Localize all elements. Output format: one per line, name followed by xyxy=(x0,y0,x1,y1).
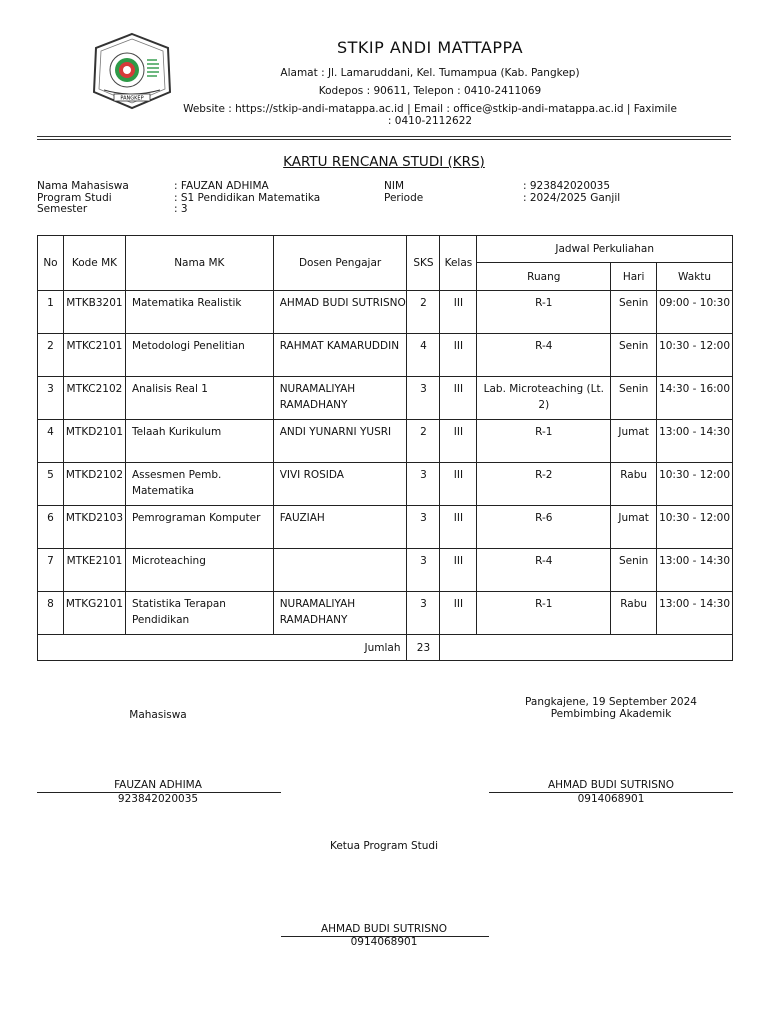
cell-time: 10:30 - 12:00 xyxy=(657,334,733,377)
address-line: Alamat : Jl. Lamaruddani, Kel. Tumampua (Kab. Pangkep) xyxy=(280,67,580,79)
cell-course: Assesmen Pemb. Matematika xyxy=(125,463,273,506)
cell-code: MTKG2101 xyxy=(63,592,125,635)
cell-no: 6 xyxy=(38,506,64,549)
table-row xyxy=(38,592,733,635)
header-divider-double xyxy=(37,139,731,140)
cell-time: 10:30 - 12:00 xyxy=(657,506,733,549)
cell-course: Telaah Kurikulum xyxy=(125,420,273,463)
cell-code: MTKD2102 xyxy=(63,463,125,506)
cell-room: R-4 xyxy=(477,334,611,377)
cell-code: MTKB3201 xyxy=(63,291,125,334)
cell-room: R-6 xyxy=(477,506,611,549)
name-value: : FAUZAN ADHIMA xyxy=(174,180,269,192)
total-sks: 23 xyxy=(407,635,440,661)
cell-sks: 2 xyxy=(407,420,440,463)
cell-time: 13:00 - 14:30 xyxy=(657,549,733,592)
cell-lecturer: AHMAD BUDI SUTRISNO xyxy=(273,291,407,334)
student-name: FAUZAN ADHIMA xyxy=(114,779,202,791)
document-title: KARTU RENCANA STUDI (KRS) xyxy=(283,154,485,170)
info-values-right xyxy=(523,181,620,204)
cell-sks: 2 xyxy=(407,291,440,334)
cell-sks: 3 xyxy=(407,463,440,506)
program-label: Program Studi xyxy=(37,191,112,204)
table-row xyxy=(38,549,733,592)
cell-code: MTKD2101 xyxy=(63,420,125,463)
cell-course: Pemrograman Komputer xyxy=(125,506,273,549)
cell-no: 8 xyxy=(38,592,64,635)
krs-table-body xyxy=(38,291,733,661)
advisor-name: AHMAD BUDI SUTRISNO xyxy=(547,779,675,791)
table-row xyxy=(38,377,733,420)
cell-course: Statistika Terapan Pendidikan xyxy=(125,592,273,635)
cell-day: Senin xyxy=(611,334,657,377)
place-date: Pangkajene, 19 September 2024 xyxy=(525,696,697,708)
cell-code: MTKD2103 xyxy=(63,506,125,549)
col-header-sks: SKS xyxy=(407,236,440,291)
cell-no: 5 xyxy=(38,463,64,506)
info-labels-left xyxy=(37,181,129,216)
total-row xyxy=(38,635,733,661)
cell-lecturer xyxy=(273,549,407,592)
table-row xyxy=(38,506,733,549)
header-divider xyxy=(37,136,731,137)
cell-course: Metodologi Penelitian xyxy=(125,334,273,377)
col-header-no: No xyxy=(38,236,64,291)
table-row xyxy=(38,420,733,463)
head-name: AHMAD BUDI SUTRISNO xyxy=(320,923,448,935)
cell-lecturer: VIVI ROSIDA xyxy=(273,463,407,506)
cell-lecturer: NURAMALIYAH RAMADHANY xyxy=(273,592,407,635)
cell-class: III xyxy=(440,420,477,463)
cell-no: 1 xyxy=(38,291,64,334)
cell-time: 10:30 - 12:00 xyxy=(657,463,733,506)
cell-room: R-1 xyxy=(477,420,611,463)
cell-code: MTKC2102 xyxy=(63,377,125,420)
cell-no: 4 xyxy=(38,420,64,463)
cell-code: MTKC2101 xyxy=(63,334,125,377)
head-id: 0914068901 xyxy=(350,936,418,948)
table-row xyxy=(38,463,733,506)
cell-code: MTKE2101 xyxy=(63,549,125,592)
student-role: Mahasiswa xyxy=(129,709,187,721)
cell-no: 2 xyxy=(38,334,64,377)
table-row xyxy=(38,291,733,334)
info-values-left xyxy=(174,181,320,216)
col-header-room: Ruang xyxy=(477,263,611,291)
col-header-class: Kelas xyxy=(440,236,477,291)
cell-day: Rabu xyxy=(611,592,657,635)
cell-time: 14:30 - 16:00 xyxy=(657,377,733,420)
cell-room: R-2 xyxy=(477,463,611,506)
cell-sks: 3 xyxy=(407,592,440,635)
cell-lecturer: RAHMAT KAMARUDDIN xyxy=(273,334,407,377)
col-header-time: Waktu xyxy=(657,263,733,291)
student-id: 923842020035 xyxy=(117,793,199,805)
advisor-id: 0914068901 xyxy=(577,793,645,805)
cell-class: III xyxy=(440,334,477,377)
cell-room: R-4 xyxy=(477,549,611,592)
postal-phone-line: Kodepos : 90611, Telepon : 0410-2411069 xyxy=(318,85,542,97)
institution-name: STKIP ANDI MATTAPPA xyxy=(336,38,524,57)
cell-class: III xyxy=(440,549,477,592)
advisor-role: Pembimbing Akademik xyxy=(550,708,672,720)
semester-value: : 3 xyxy=(174,203,188,215)
semester-label: Semester xyxy=(37,203,88,215)
cell-day: Senin xyxy=(611,291,657,334)
cell-lecturer: FAUZIAH xyxy=(273,506,407,549)
krs-table xyxy=(37,235,733,661)
cell-class: III xyxy=(440,463,477,506)
cell-sks: 3 xyxy=(407,377,440,420)
cell-room: R-1 xyxy=(477,291,611,334)
info-labels-right xyxy=(384,181,423,204)
website-email-fax-line: Website : https://stkip-andi-matappa.ac.id | Email : office@stkip-andi-matappa.ac.id | Faximile : 0410-2112622 xyxy=(183,103,677,127)
nim-label: NIM xyxy=(384,180,405,192)
col-header-schedule: Jadwal Perkuliahan xyxy=(477,236,733,263)
cell-sks: 4 xyxy=(407,334,440,377)
total-label: Jumlah xyxy=(38,635,407,661)
col-header-lecturer: Dosen Pengajar xyxy=(273,236,407,291)
name-label: Nama Mahasiswa xyxy=(37,180,129,192)
cell-no: 7 xyxy=(38,549,64,592)
nim-value: : 923842020035 xyxy=(523,180,611,192)
col-header-code: Kode MK xyxy=(63,236,125,291)
col-header-course: Nama MK xyxy=(125,236,273,291)
institution-logo xyxy=(90,32,174,110)
total-empty-cell xyxy=(440,635,733,661)
letterhead xyxy=(180,38,680,127)
cell-day: Senin xyxy=(611,549,657,592)
advisor-block-heading xyxy=(490,696,732,720)
cell-day: Jumat xyxy=(611,506,657,549)
cell-time: 09:00 - 10:30 xyxy=(657,291,733,334)
head-role: Ketua Program Studi xyxy=(329,840,439,852)
table-row xyxy=(38,334,733,377)
cell-day: Jumat xyxy=(611,420,657,463)
cell-class: III xyxy=(440,291,477,334)
cell-course: Analisis Real 1 xyxy=(125,377,273,420)
cell-course: Matematika Realistik xyxy=(125,291,273,334)
col-header-day: Hari xyxy=(611,263,657,291)
cell-room: R-1 xyxy=(477,592,611,635)
period-value: : 2024/2025 Ganjil xyxy=(523,191,621,204)
cell-time: 13:00 - 14:30 xyxy=(657,420,733,463)
period-label: Periode xyxy=(384,191,424,204)
cell-lecturer: ANDI YUNARNI YUSRI xyxy=(273,420,407,463)
cell-lecturer: NURAMALIYAH RAMADHANY xyxy=(273,377,407,420)
cell-no: 3 xyxy=(38,377,64,420)
cell-sks: 3 xyxy=(407,506,440,549)
program-value: : S1 Pendidikan Matematika xyxy=(174,191,321,204)
cell-sks: 3 xyxy=(407,549,440,592)
cell-class: III xyxy=(440,506,477,549)
cell-room: Lab. Microteaching (Lt. 2) xyxy=(477,377,611,420)
svg-text:PANGKEP: PANGKEP xyxy=(120,95,144,102)
cell-course: Microteaching xyxy=(125,549,273,592)
cell-time: 13:00 - 14:30 xyxy=(657,592,733,635)
cell-day: Senin xyxy=(611,377,657,420)
cell-class: III xyxy=(440,377,477,420)
cell-day: Rabu xyxy=(611,463,657,506)
cell-class: III xyxy=(440,592,477,635)
